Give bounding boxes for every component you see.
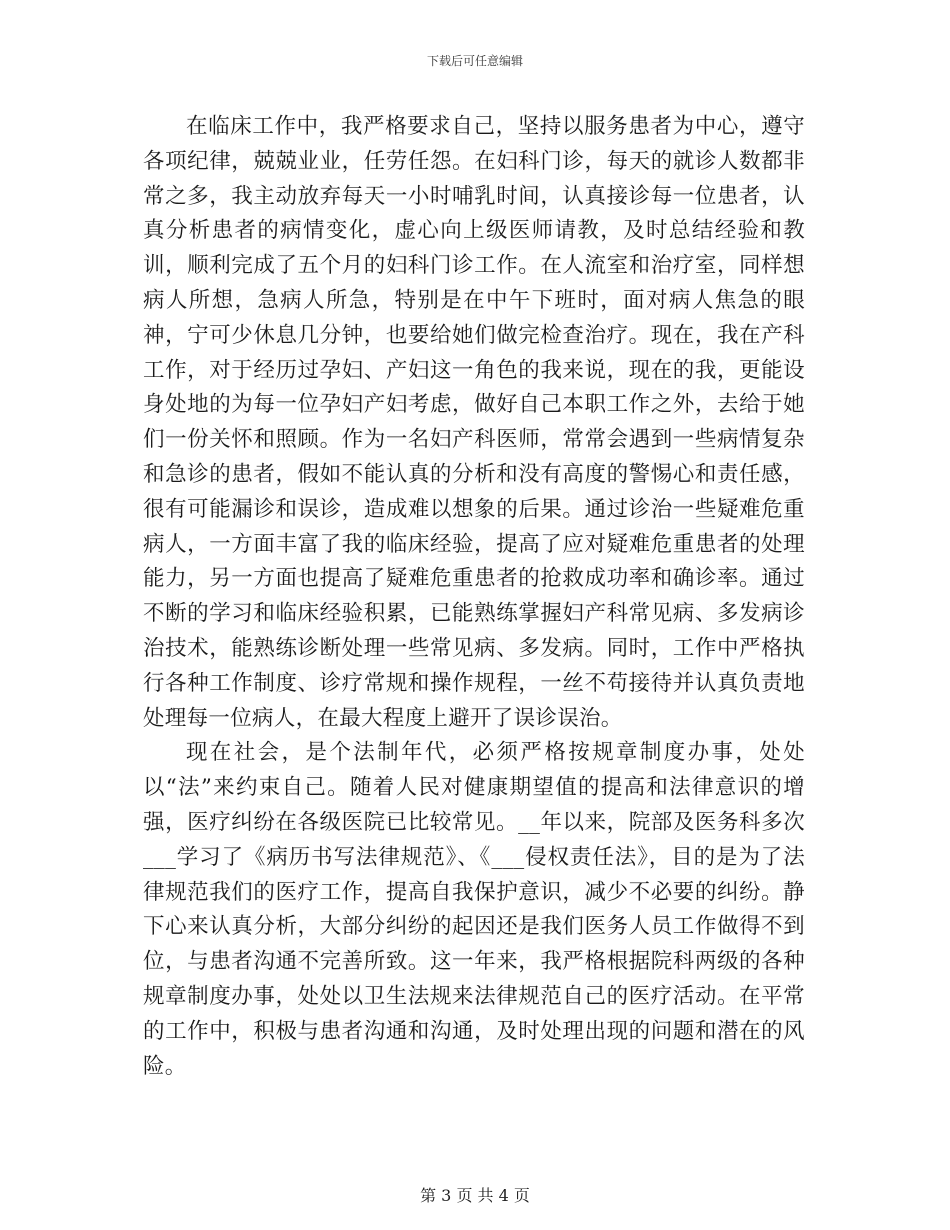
- paragraph-legal-system: 现在社会，是个法制年代，必须严格按规章制度办事，处处以“法”来约束自己。随着人民对健康期望值的提高和法律意识的增强，医疗纠纷在各级医院已比较常见。__年以来，院部及医务科多次___学习了《病历书写法律规范》、《___侵权责任法》，目的是为了法律规范我们的医疗工作，提高自我保护意识，减少不必要的纠纷。静下心来认真分析，大部分纠纷的起因还是我们医务人员工作做得不到位，与患者沟通不完善所致。这一年来，我严格根据院科两级的各种规章制度办事，处处以卫生法规来法律规范自己的医疗活动。在平常的工作中，积极与患者沟通和沟通，及时处理出现的问题和潜在的风险。: [143, 740, 805, 1079]
- page-header-note: 下载后可任意编辑: [426, 54, 523, 68]
- document-body: [143, 110, 805, 1084]
- paragraph-clinical-work: 在临床工作中，我严格要求自己，坚持以服务患者为中心，遵守各项纪律，兢兢业业，任劳任怨。在妇科门诊，每天的就诊人数都非常之多，我主动放弃每天一小时哺乳时间，认真接诊每一位患者，认真分析患者的病情变化，虚心向上级医师请教，及时总结经验和教训，顺利完成了五个月的妇科门诊工作。在人流室和治疗室，同样想病人所想，急病人所急，特别是在中午下班时，面对病人焦急的眼神，宁可少休息几分钟，也要给她们做完检查治疗。现在，我在产科工作，对于经历过孕妇、产妇这一角色的我来说，现在的我，更能设身处地的为每一位孕妇产妇考虑，做好自己本职工作之外，去给于她们一份关怀和照顾。作为一名妇产科医师，常常会遇到一些病情复杂和急诊的患者，假如不能认真的分析和没有高度的警惕心和责任感，很有可能漏诊和误诊，造成难以想象的后果。通过诊治一些疑难危重病人，一方面丰富了我的临床经验，提高了应对疑难危重患者的处理能力，另一方面也提高了疑难危重患者的抢救成功率和确诊率。通过不断的学习和临床经验积累，已能熟练掌握妇产科常见病、多发病诊治技术，能熟练诊断处理一些常见病、多发病。同时，工作中严格执行各种工作制度、诊疗常规和操作规程，一丝不苟接待并认真负责地处理每一位病人，在最大程度上避开了误诊误治。: [143, 114, 805, 731]
- page-number: 第 3 页 共 4 页: [420, 1186, 530, 1205]
